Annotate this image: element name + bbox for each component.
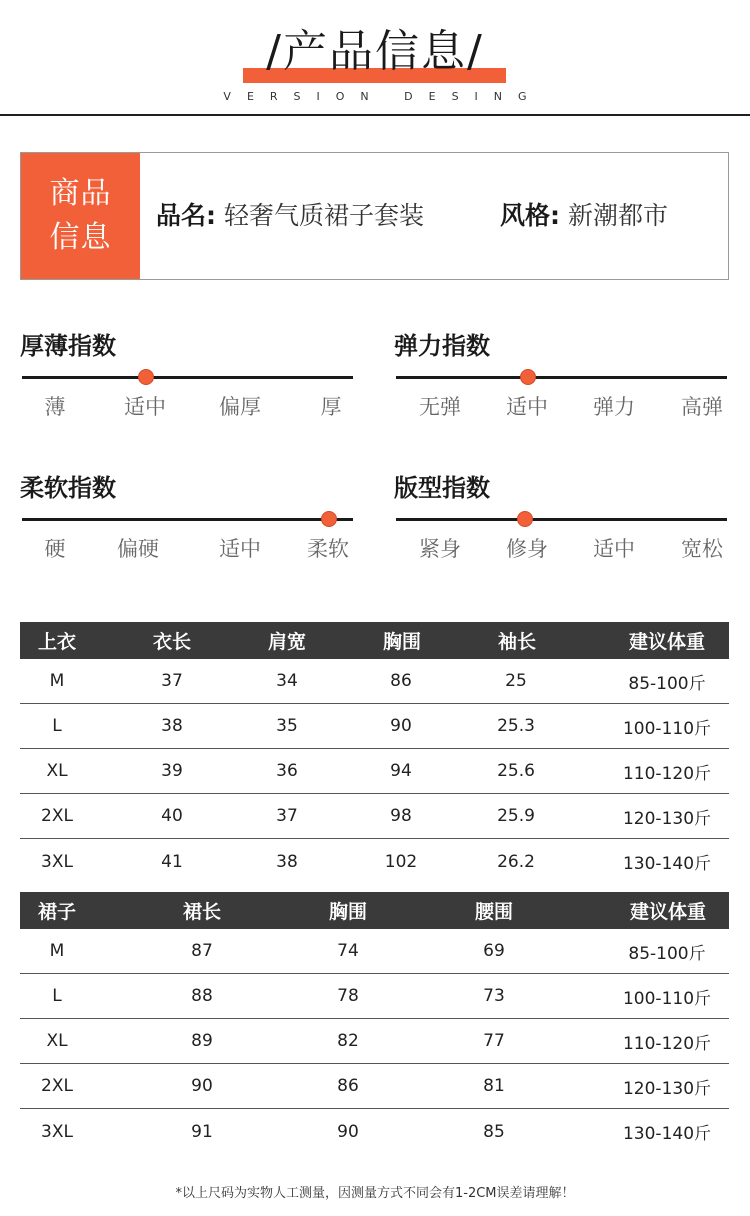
table-row bbox=[20, 794, 729, 839]
index-marker-dot bbox=[321, 511, 337, 527]
index-option: 薄 bbox=[44, 395, 66, 419]
product-style bbox=[500, 196, 668, 232]
table-header-cell: 上衣 bbox=[37, 631, 77, 653]
table-cell: 110-120斤 bbox=[622, 763, 712, 784]
table-cell: 85 bbox=[483, 1121, 505, 1142]
table-cell: 37 bbox=[161, 671, 183, 691]
table-row bbox=[20, 1019, 729, 1064]
index-scale-line bbox=[396, 518, 727, 521]
table-header-cell: 建议体重 bbox=[629, 901, 707, 923]
table-cell: 78 bbox=[337, 986, 359, 1006]
table-cell: 26.2 bbox=[497, 851, 535, 872]
table-row bbox=[20, 749, 729, 794]
index-option: 适中 bbox=[219, 537, 261, 561]
table-cell: 2XL bbox=[41, 1076, 73, 1096]
table-cell: L bbox=[52, 716, 62, 736]
table-cell: XL bbox=[46, 761, 68, 781]
table-cell: 98 bbox=[390, 806, 412, 826]
index-marker-dot bbox=[138, 369, 154, 385]
table-cell: 36 bbox=[276, 761, 298, 781]
table-header-cell: 衣长 bbox=[152, 631, 192, 653]
table-cell: 90 bbox=[337, 1121, 359, 1142]
product-name bbox=[156, 196, 424, 232]
table-cell: 25 bbox=[505, 671, 527, 691]
table-cell: 85-100斤 bbox=[628, 943, 706, 964]
table-header-cell: 建议体重 bbox=[628, 631, 706, 653]
index-marker-dot bbox=[520, 369, 536, 385]
index-option: 硬 bbox=[44, 537, 66, 561]
index-option: 高弹 bbox=[681, 395, 723, 419]
table-cell: 85-100斤 bbox=[628, 673, 706, 694]
header-divider bbox=[0, 114, 750, 116]
table-cell: 120-130斤 bbox=[622, 808, 712, 829]
table-header bbox=[20, 622, 729, 659]
footnote: *以上尺码为实物人工测量，因测量方式不同会有1-2CM误差请理解！ bbox=[175, 1186, 575, 1201]
page-title: /产品信息/ bbox=[266, 26, 484, 77]
table-cell: L bbox=[52, 986, 62, 1006]
index-scale-line bbox=[22, 518, 353, 521]
table-cell: 89 bbox=[191, 1031, 213, 1051]
index-scale-line bbox=[396, 376, 727, 379]
product-style-value: 新潮都市 bbox=[567, 201, 668, 230]
table-cell: 94 bbox=[390, 761, 412, 781]
index-option: 弹力 bbox=[593, 395, 635, 419]
index-scale-line bbox=[22, 376, 353, 379]
table-cell: 88 bbox=[191, 986, 213, 1006]
table-header-cell: 裙长 bbox=[182, 901, 222, 923]
table-cell: 77 bbox=[483, 1031, 505, 1051]
table-cell: 130-140斤 bbox=[622, 1124, 712, 1144]
table-cell: 40 bbox=[161, 806, 183, 826]
table-cell: 120-130斤 bbox=[622, 1078, 712, 1099]
info-tag-line1: 商品 bbox=[49, 176, 112, 211]
product-style-label: 风格: bbox=[500, 201, 560, 230]
index-option: 宽松 bbox=[681, 537, 723, 561]
table-cell: 90 bbox=[191, 1076, 213, 1096]
table-cell: 41 bbox=[161, 851, 183, 872]
table-cell: XL bbox=[46, 1031, 68, 1051]
table-row bbox=[20, 974, 729, 1019]
table-cell: 38 bbox=[161, 716, 183, 736]
table-cell: 102 bbox=[384, 851, 418, 872]
table-cell: 130-140斤 bbox=[622, 854, 712, 874]
table-cell: 90 bbox=[390, 716, 412, 736]
table-cell: 91 bbox=[191, 1121, 213, 1142]
table-cell: 87 bbox=[191, 941, 213, 961]
table-cell: 35 bbox=[276, 716, 298, 736]
table-row bbox=[20, 839, 729, 884]
index-option: 柔软 bbox=[307, 537, 349, 561]
table-header bbox=[20, 892, 729, 929]
index-option: 适中 bbox=[124, 395, 166, 419]
index-option: 偏硬 bbox=[117, 537, 159, 561]
index-option: 偏厚 bbox=[219, 395, 261, 419]
index-option: 适中 bbox=[593, 537, 635, 561]
table-row bbox=[20, 1109, 729, 1154]
table-row bbox=[20, 704, 729, 749]
table-cell: 37 bbox=[276, 806, 298, 826]
table-cell: 73 bbox=[483, 986, 505, 1006]
info-tag-line2: 信息 bbox=[49, 220, 112, 255]
index-marker-dot bbox=[517, 511, 533, 527]
table-cell: 74 bbox=[337, 941, 359, 961]
table-cell: 69 bbox=[483, 941, 505, 961]
table-header-cell: 胸围 bbox=[328, 901, 368, 923]
table-cell: M bbox=[49, 941, 65, 961]
table-cell: 25.9 bbox=[497, 806, 535, 826]
index-option: 紧身 bbox=[419, 537, 461, 561]
product-name-label: 品名: bbox=[156, 201, 216, 230]
table-header-cell: 裙子 bbox=[37, 901, 77, 923]
table-cell: 3XL bbox=[41, 851, 73, 872]
index-title: 厚薄指数 bbox=[20, 332, 116, 360]
index-option: 适中 bbox=[506, 395, 548, 419]
table-cell: 34 bbox=[276, 671, 298, 691]
table-cell: 38 bbox=[276, 851, 298, 872]
index-title: 版型指数 bbox=[394, 474, 490, 502]
table-cell: 100-110斤 bbox=[622, 988, 712, 1009]
product-info-box bbox=[20, 152, 729, 280]
table-cell: 2XL bbox=[41, 806, 73, 826]
product-name-value: 轻奢气质裙子套装 bbox=[223, 201, 424, 230]
table-cell: 82 bbox=[337, 1031, 359, 1051]
table-cell: 25.3 bbox=[497, 716, 535, 736]
table-cell: M bbox=[49, 671, 65, 691]
page-subtitle: VERSION DESING bbox=[223, 90, 543, 103]
table-header-cell: 袖长 bbox=[497, 631, 537, 653]
table-cell: 100-110斤 bbox=[622, 718, 712, 739]
index-option: 厚 bbox=[320, 395, 342, 419]
skirt-size-table bbox=[20, 892, 729, 1154]
index-title: 柔软指数 bbox=[20, 474, 116, 502]
table-row bbox=[20, 1064, 729, 1109]
table-cell: 25.6 bbox=[497, 761, 535, 781]
index-option: 修身 bbox=[506, 537, 548, 561]
table-cell: 110-120斤 bbox=[622, 1033, 712, 1054]
table-header-cell: 胸围 bbox=[382, 631, 422, 653]
table-cell: 81 bbox=[483, 1076, 505, 1096]
table-header-cell: 肩宽 bbox=[267, 631, 307, 653]
table-row bbox=[20, 659, 729, 704]
top-size-table bbox=[20, 622, 729, 884]
table-cell: 86 bbox=[337, 1076, 359, 1096]
table-cell: 86 bbox=[390, 671, 412, 691]
table-row bbox=[20, 929, 729, 974]
index-title: 弹力指数 bbox=[394, 332, 490, 360]
table-header-cell: 腰围 bbox=[474, 901, 514, 923]
info-tag bbox=[21, 153, 140, 279]
table-cell: 3XL bbox=[41, 1121, 73, 1142]
table-cell: 39 bbox=[161, 761, 183, 781]
index-option: 无弹 bbox=[419, 395, 461, 419]
